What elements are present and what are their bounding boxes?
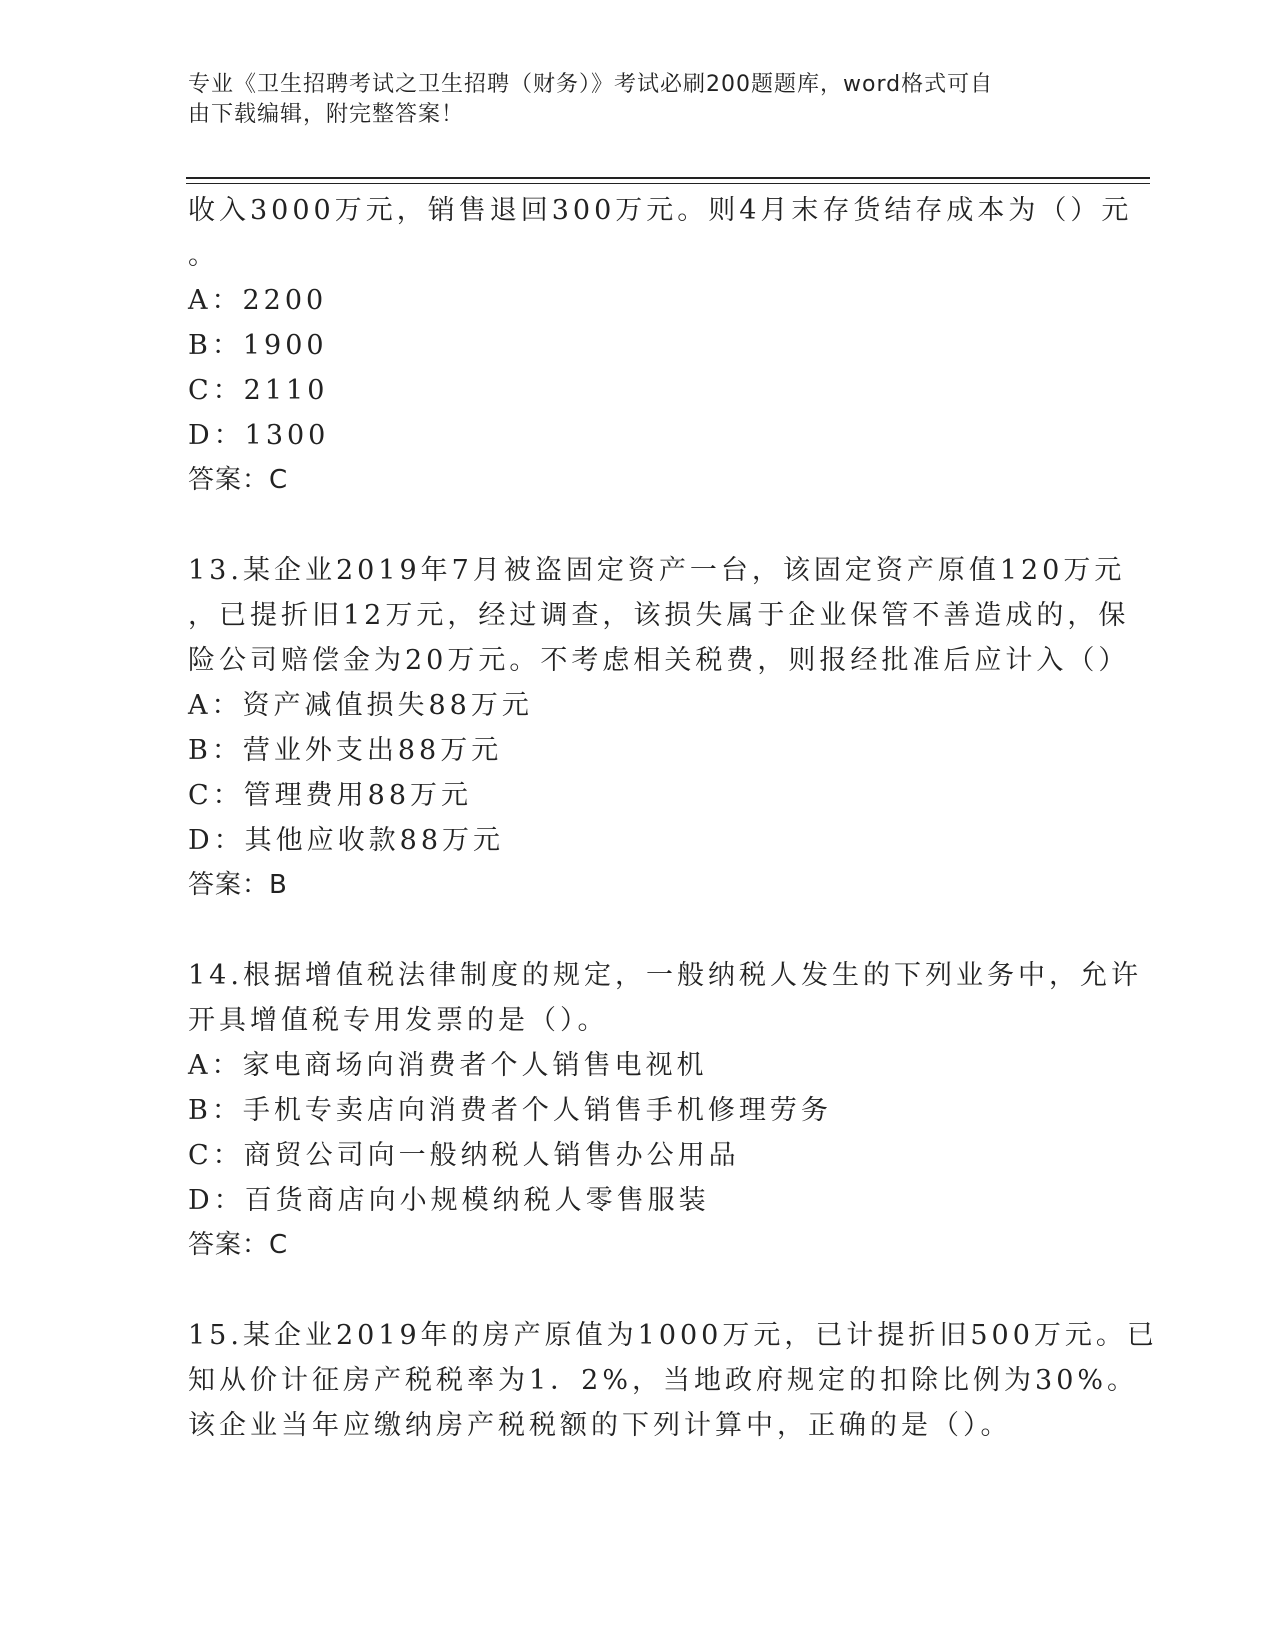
option-c: C：管理费用88万元 xyxy=(188,780,473,811)
stem-line: ，已提折旧12万元，经过调查，该损失属于企业保管不善造成的，保 xyxy=(188,600,1130,631)
question-15 xyxy=(188,1313,1158,1448)
header-rule-thick xyxy=(186,177,1150,179)
document-header xyxy=(188,70,1068,130)
spacer xyxy=(188,908,1088,953)
option-a: A：资产减值损失88万元 xyxy=(188,690,533,721)
stem-line: 13.某企业2019年7月被盗固定资产一台，该固定资产原值120万元 xyxy=(188,555,1126,586)
question-stem xyxy=(188,1313,1158,1448)
header-rule-thin xyxy=(186,183,1150,184)
header-line-2: 由下载编辑，附完整答案！ xyxy=(188,102,465,127)
stem-line: 14.根据增值税法律制度的规定，一般纳税人发生的下列业务中，允许 xyxy=(188,960,1142,991)
question-12 xyxy=(188,188,1133,503)
stem-line: 该企业当年应缴纳房产税税额的下列计算中，正确的是（）。 xyxy=(188,1410,1012,1441)
option-b: B：营业外支出88万元 xyxy=(188,735,503,766)
answer: 答案：C xyxy=(188,465,289,495)
option-b: B：1900 xyxy=(188,330,328,361)
option-c: C：商贸公司向一般纳税人销售办公用品 xyxy=(188,1140,740,1171)
question-14 xyxy=(188,953,1142,1268)
stem-line: 收入3000万元，销售退回300万元。则4月末存货结存成本为（）元 xyxy=(188,195,1133,226)
stem-line: 开具增值税专用发票的是（）。 xyxy=(188,1005,609,1036)
question-stem xyxy=(188,953,1142,1043)
spacer xyxy=(188,503,1088,548)
option-d: D：1300 xyxy=(188,420,330,451)
spacer xyxy=(188,1268,1088,1313)
answer: 答案：C xyxy=(188,1230,289,1260)
question-13 xyxy=(188,548,1130,908)
option-d: D：其他应收款88万元 xyxy=(188,825,505,856)
option-d: D：百货商店向小规模纳税人零售服装 xyxy=(188,1185,710,1216)
answer: 答案：B xyxy=(188,870,288,900)
option-a: A：家电商场向消费者个人销售电视机 xyxy=(188,1050,708,1081)
option-b: B：手机专卖店向消费者个人销售手机修理劳务 xyxy=(188,1095,832,1126)
stem-line: 15.某企业2019年的房产原值为1000万元，已计提折旧500万元。已 xyxy=(188,1320,1158,1351)
stem-line: 险公司赔偿金为20万元。不考虑相关税费，则报经批准后应计入（） xyxy=(188,645,1130,676)
question-list xyxy=(188,188,1158,1448)
stem-line: 。 xyxy=(188,240,219,271)
stem-line: 知从价计征房产税税率为1．2%，当地政府规定的扣除比例为30%。 xyxy=(188,1365,1139,1396)
option-a: A：2200 xyxy=(188,285,328,316)
question-stem xyxy=(188,548,1130,683)
question-stem xyxy=(188,188,1133,278)
header-line-1: 专业《卫生招聘考试之卫生招聘（财务）》考试必刷200题题库，word格式可自 xyxy=(188,72,994,97)
option-c: C：2110 xyxy=(188,375,329,406)
